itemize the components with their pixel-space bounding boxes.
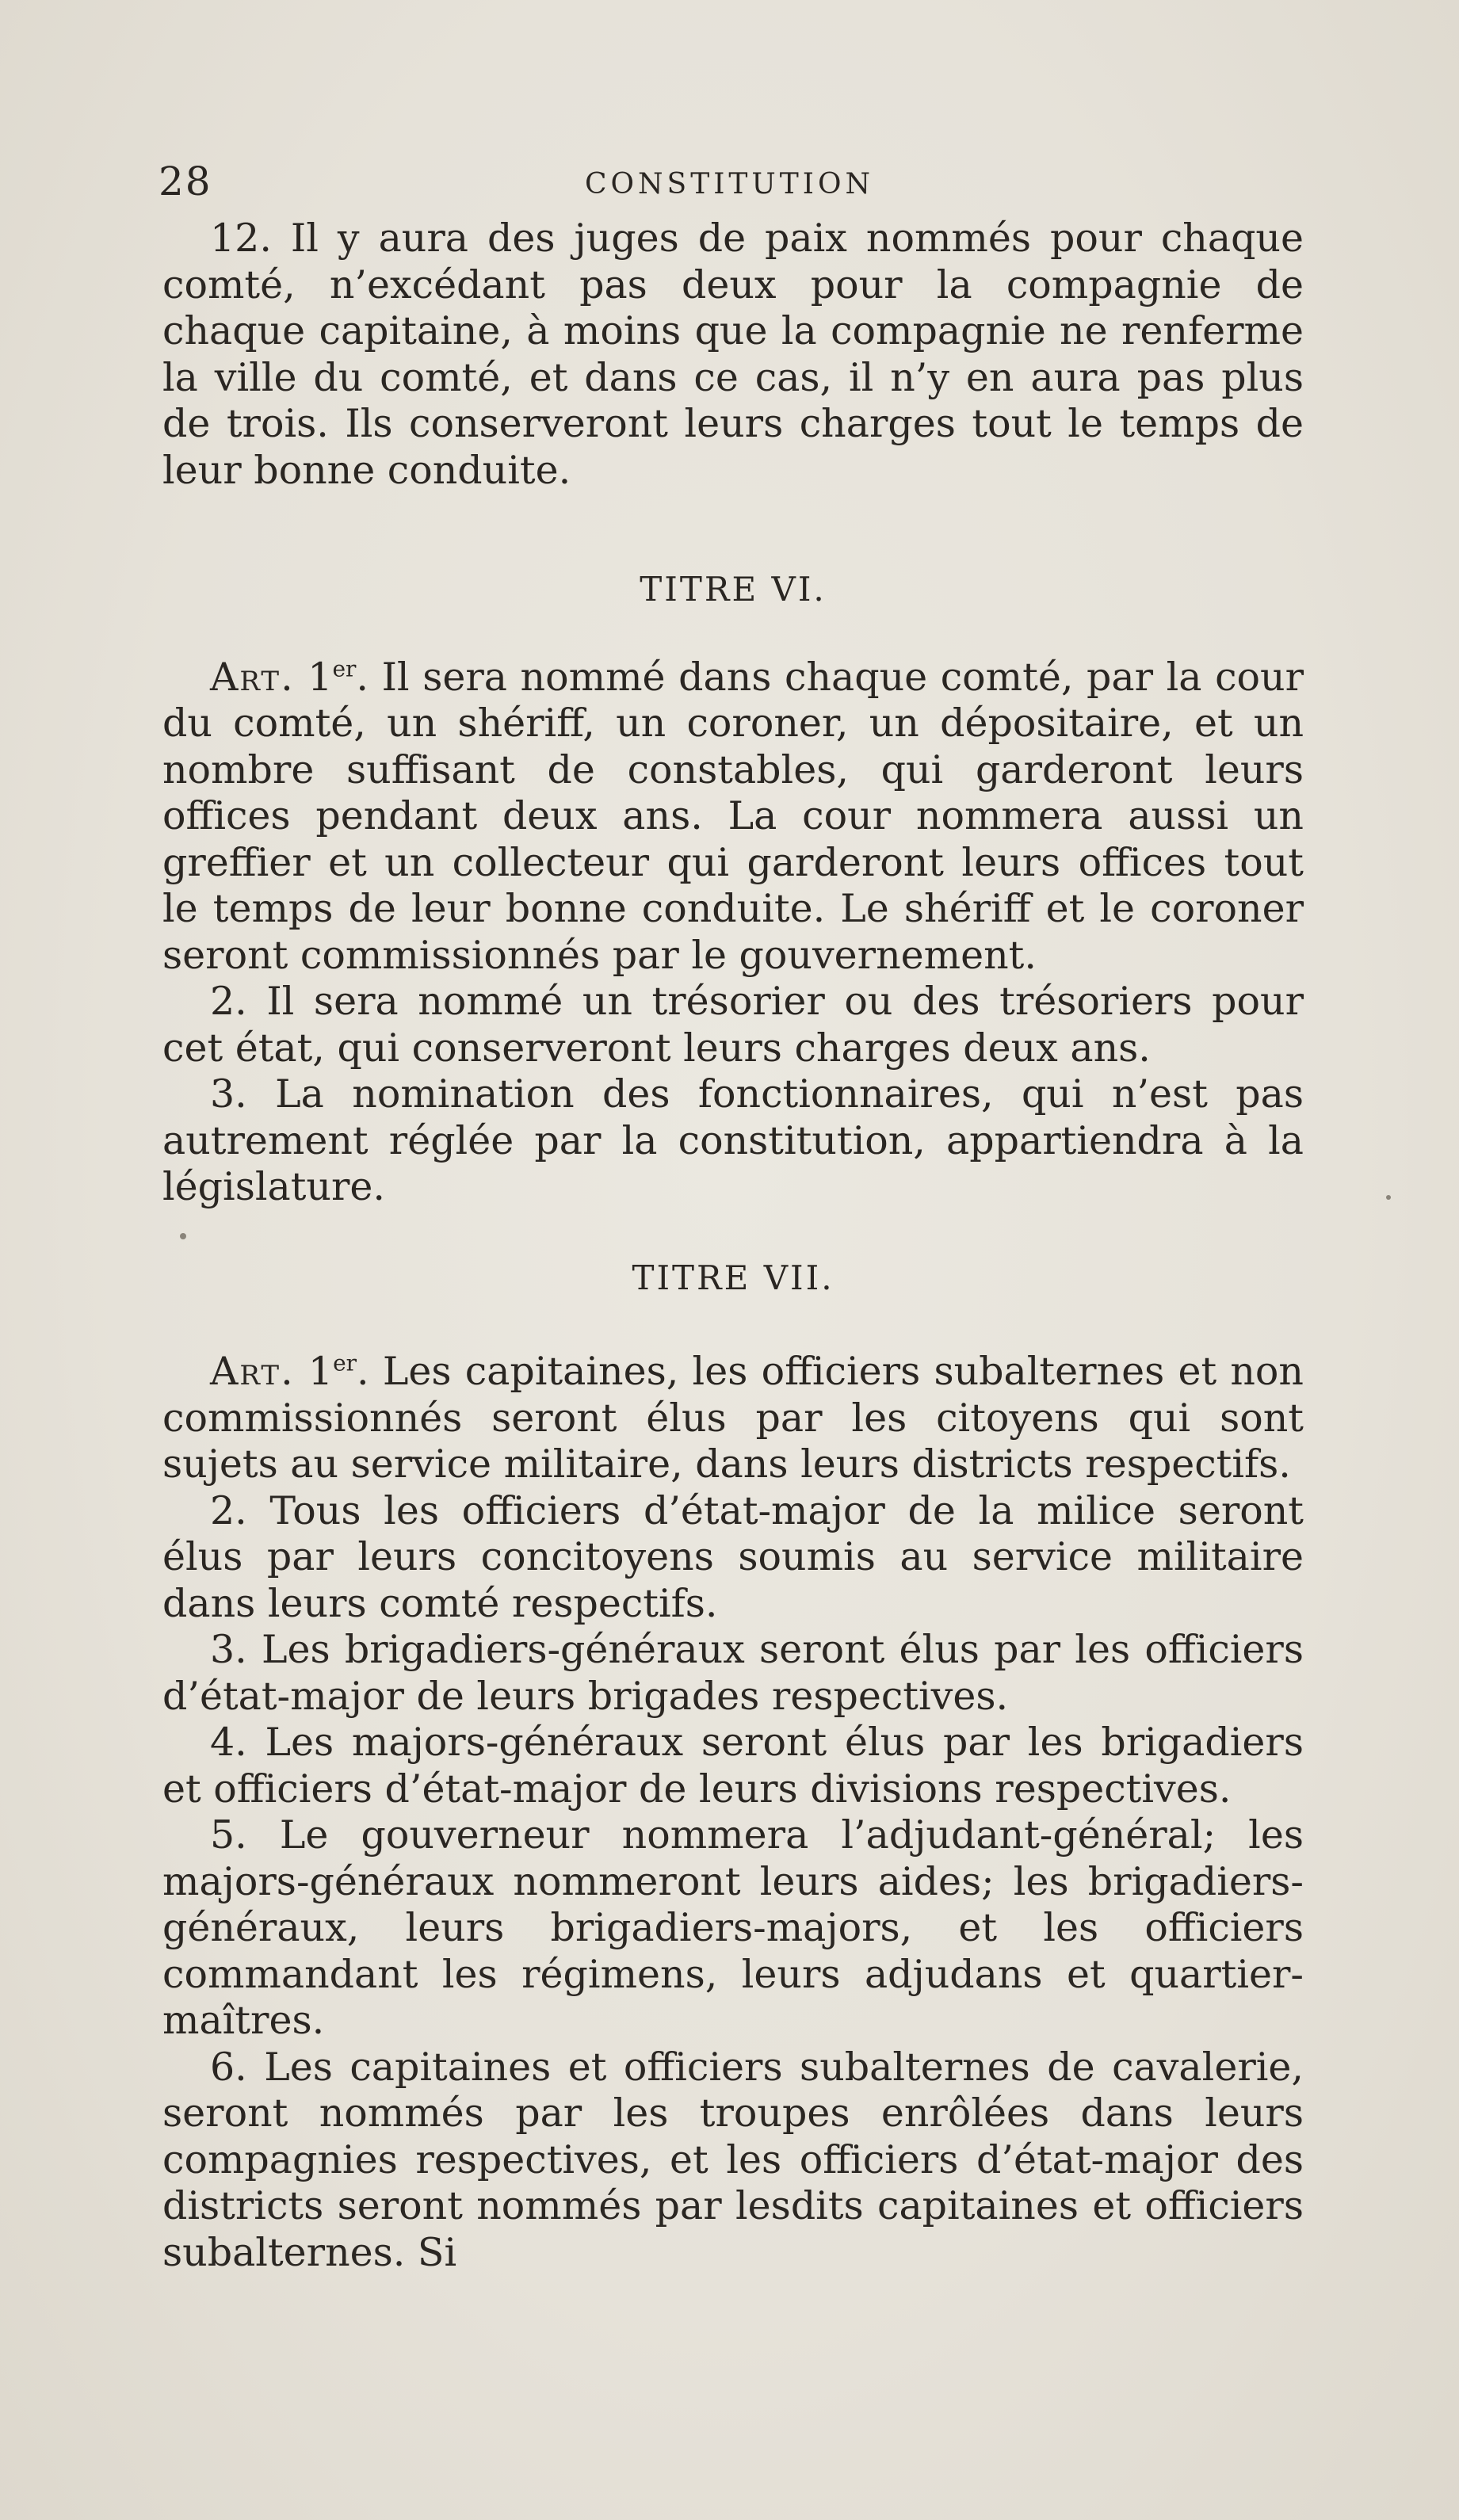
titre-vii-article-3: 3. Les brigadiers-généraux seront élus par les officiers d’état-major de leurs brigades respectives. — [162, 1627, 1304, 1719]
page-header — [159, 158, 1300, 206]
titre-vii-article-5: 5. Le gouverneur nommera l’adjudant-général; les majors-généraux nommeront leurs aides; les brigadiers-généraux, leurs brigadiers-majors, et les officiers commandant les régimens, leurs adjudans et quartier-maîtres. — [162, 1812, 1304, 2043]
article-number-suffix: er — [333, 1350, 357, 1376]
running-head: CONSTITUTION — [584, 168, 875, 200]
article-label: Art. — [210, 654, 295, 700]
paragraph-12: 12. Il y aura des juges de paix nommés pour chaque comté, n’excédant pas deux pour la compagnie de chaque capitaine, à moins que la compagnie ne renferme la ville du comté, et dans ce cas, il n’y en aura pas plus de trois. Ils conserveront leurs charges tout le temps de leur bonne conduite. — [162, 216, 1304, 493]
article-text: . Il sera nommé dans chaque comté, par la cour du comté, un shériff, un coroner, un dépositaire, et un nombre suffisant de constables, qui garderont leurs offices pendant deux ans. La cour nommera aussi un greffier et un collecteur qui garderont leurs offices tout le temps de leur bonne conduite. Le shériff et le coroner seront commissionnés par le gouvernement. — [162, 654, 1304, 978]
ink-speck — [1386, 1195, 1391, 1200]
body-text — [162, 216, 1304, 2276]
titre-vi-article-2: 2. Il sera nommé un trésorier ou des trésoriers pour cet état, qui conserveront leurs charges deux ans. — [162, 979, 1304, 1071]
titre-vii-article-4: 4. Les majors-généraux seront élus par les brigadiers et officiers d’état-major de leurs divisions respectives. — [162, 1720, 1304, 1812]
article-number: 1 — [307, 1349, 334, 1394]
titre-vii-article-2: 2. Tous les officiers d’état-major de la milice seront élus par leurs concitoyens soumis au service militaire dans leurs comté respectifs. — [162, 1487, 1304, 1626]
title-vii: TITRE VII. — [632, 1258, 835, 1297]
article-label: Art. — [210, 1349, 295, 1394]
article-number: 1 — [307, 654, 333, 700]
page-number: 28 — [159, 158, 212, 204]
article-number-suffix: er — [332, 655, 357, 682]
article-text: . Les capitaines, les officiers subalternes et non commissionnés seront élus par les citoyens qui sont sujets au service militaire, dans leurs districts respectifs. — [162, 1349, 1304, 1487]
title-vi: TITRE VI. — [640, 570, 827, 609]
titre-vi-article-3: 3. La nomination des fonctionnaires, qui n’est pas autrement réglée par la constitution, appartiendra à la législature. — [162, 1071, 1304, 1209]
titre-vii-article-6: 6. Les capitaines et officiers subalternes de cavalerie, seront nommés par les troupes enrôlées dans leurs compagnies respectives, et les officiers d’état-major des districts seront nommés par lesdits capitaines et officiers subalternes. Si — [162, 2044, 1304, 2275]
titre-vi-article-1 — [162, 655, 1304, 979]
ink-speck — [180, 1233, 186, 1239]
titre-vii-article-1 — [162, 1349, 1304, 1488]
